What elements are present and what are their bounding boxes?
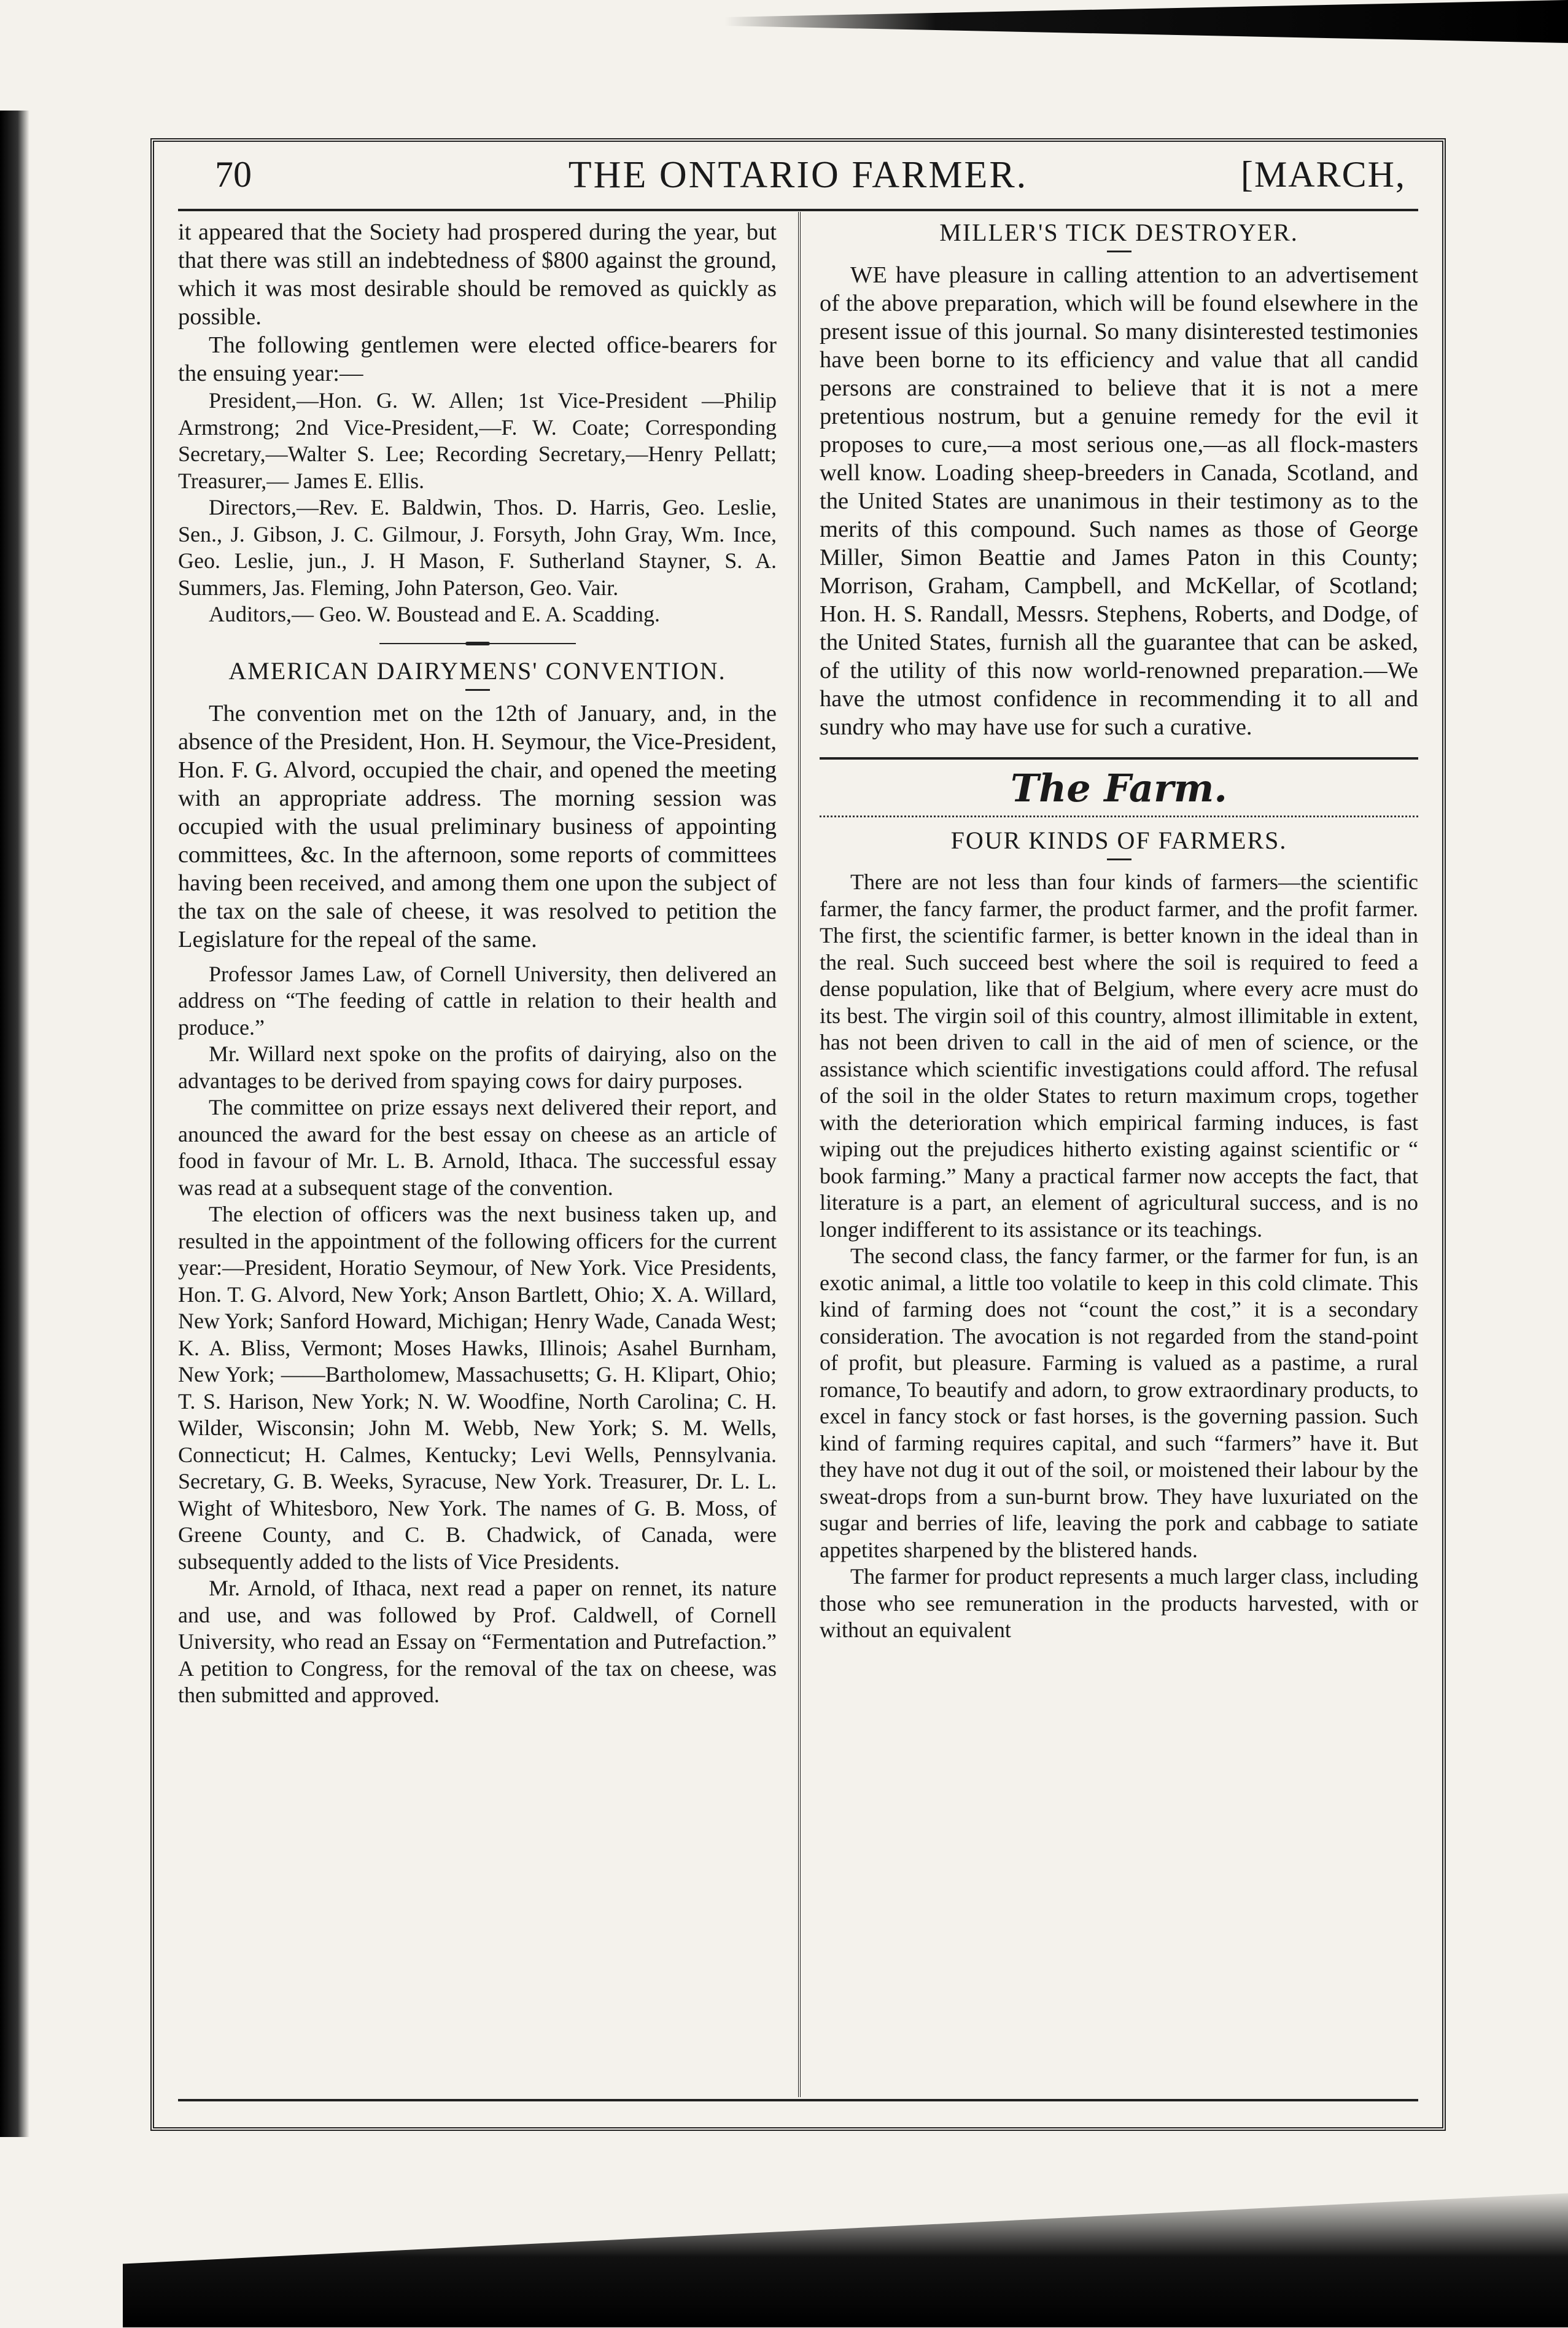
title-rule [465,689,490,691]
section-rule [820,757,1418,760]
society-paragraph: it appeared that the Society had prospered during the year, but that there was still an indebtedness of $800 against the ground, which it was most desirable should be removed as quickly as possible. [178,219,777,330]
four-kinds-title: FOUR KINDS OF FARMERS. [950,827,1287,854]
dairymen-title: AMERICAN DAIRYMENS' CONVENTION. [228,656,726,685]
page-header [178,154,1418,209]
journal-title: THE ONTARIO FARMER. [568,154,1028,196]
ornamental-rule [379,642,576,645]
issue-month: [MARCH, [1240,154,1406,195]
farmers-paragraph: The farmer for product represents a much larger class, including those who see remuneration in the products harvested, with or without an equivalent [820,1564,1418,1642]
dotted-rule [820,816,1418,817]
dairymen-paragraph: The election of officers was the next business taken up, and resulted in the appointment of the following officers for the current year:—President, Horatio Seymour, of New York. Vice Presidents, Hon. T. G. Alvord, New York; Anson Bartlett, Ohio; X. A. Willard, New York; Sanford Howard, Michigan; Henry Wade, Canada West; K. A. Bliss, Vermont; Moses Hawks, Illinois; Asahel Burnham, New York; ——Bartholomew, Massachusetts; G. H. Klipart, Ohio; T. S. Harison, New York; N. W. Woodfine, North Carolina; C. H. Wilder, Wisconsin; John M. Webb, New York; S. M. Wells, Connecticut; H. Calmes, Kentucky; Levi Wells, Pennsylvania. Secretary, G. B. Weeks, Syracuse, New York. Treasurer, Dr. L. L. Wight of Whitesboro, New York. The names of G. B. Moss, of Greene County, and C. B. Chadwick, of Canada, were subsequently added to the lists of Vice Presidents. [178,1202,777,1574]
directors-list: Directors,—Rev. E. Baldwin, Thos. D. Harris, Geo. Leslie, Sen., J. Gibson, J. C. Gilmour, J. Forsyth, John Gray, Wm. Ince, Geo. Leslie, jun., J. H Mason, F. Sutherland Stayner, S. A. Summers, Jas. Fleming, John Paterson, Geo. Vair. [178,495,777,600]
right-column [813,218,1418,2091]
section-heading-the-farm: The Farm. [1011,766,1227,811]
scan-edge-top [724,0,1568,43]
left-column [178,218,783,2091]
auditors-list: Auditors,— Geo. W. Boustead and E. A. Scadding. [209,602,660,626]
dairymen-paragraph: Mr. Willard next spoke on the profits of dairying, also on the advantages to be derived from spaying cows for dairy purposes. [178,1041,777,1093]
scan-edge-bottom [123,2186,1568,2327]
title-rule [1107,251,1131,252]
officers-list: President,—Hon. G. W. Allen; 1st Vice-President —Philip Armstrong; 2nd Vice-President,—F. W. Coate; Corresponding Secretary,—Walter S. Lee; Recording Secretary,—Henry Pellatt; Treasurer,— James E. Ellis. [178,388,777,493]
title-rule [1107,858,1131,860]
page-number: 70 [215,154,252,195]
column-divider [798,212,801,2097]
dairymen-paragraph: The convention met on the 12th of January, and, in the absence of the President, Hon. H. Seymour, the Vice-President, Hon. F. G. Alvord, occupied the chair, and opened the meeting with an appropriate address. The morning session was occupied with the usual preliminary business of appointing committees, &c. In the afternoon, some reports of committees having been received, and among them one upon the subject of the tax on the sale of cheese, it was resolved to petition the Legislature for the repeal of the same. [178,700,777,952]
farmers-paragraph: The second class, the fancy farmer, or the farmer for fun, is an exotic animal, a little too volatile to keep in this cold climate. This kind of farming does not “count the cost,” it is a secondary consideration. The avocation is not regarded from the stand-point of profit, but pleasure. Farming is valued as a pastime, a rural romance, To beautify and adorn, to grow extraordinary products, to excel in fancy stock or fast horses, is the governing passion. Such kind of farming requires capital, and such “farmers” have it. But they have not dug it out of the soil, or moistened their labour by the sweat-drops from a sun-burnt brow. They have luxuriated on the sugar and berries of life, leaving the pork and cabbage to satiate appetites sharpened by the blistered hands. [820,1244,1418,1562]
tick-destroyer-title: MILLER'S TICK DESTROYER. [939,219,1298,246]
dairymen-paragraph: Mr. Arnold, of Ithaca, next read a paper on rennet, its nature and use, and was followed by Prof. Caldwell, of Cornell University, who read an Essay on “Fermentation and Putrefaction.” A petition to Congress, for the removal of the tax on cheese, was then submitted and approved. [178,1576,777,1707]
tick-destroyer-paragraph: WE have pleasure in calling attention to an advertisement of the above preparation, which will be found elsewhere in the present issue of this journal. So many disinterested testimonies have been borne to its efficiency and value that all candid persons are constrained to believe that it is not a mere pretentious nostrum, but a genuine remedy for the evil it proposes to cure,—a most serious one,—as all flock-masters well know. Loading sheep-breeders in Canada, Scotland, and the United States are unanimous in their testimony as to the merits of this compound. Such names as those of George Miller, Simon Beattie and James Paton in this County; Morrison, Graham, Campbell, and McKellar, of Scotland; Hon. H. S. Randall, Messrs. Stephens, Roberts, and Dodge, of the United States, furnish all the guarantee that can be asked, of the utility of this now world-renowned preparation.—We have the utmost confidence in recommending it to all and sundry who may have use for such a curative. [820,262,1418,740]
header-rule [178,209,1418,211]
dairymen-paragraph: Professor James Law, of Cornell University, then delivered an address on “The feeding of cattle in relation to their health and produce.” [178,961,777,1040]
society-paragraph: The following gentlemen were elected office-bearers for the ensuing year:— [178,332,777,386]
farmers-paragraph: There are not less than four kinds of farmers—the scientific farmer, the fancy farmer, the product farmer, and the profit farmer. The first, the scientific farmer, is better known in the ideal than in the real. Such succeed best where the soil is required to feed a dense population, like that of Belgium, where every acre must do its best. The virgin soil of this country, almost illimitable in extent, has not been driven to call in the aid of men of science, or the assistance which scientific investigations could afford. The refusal of the soil in the older States to return maximum crops, together with the deterioration which empirical farming induces, is fast wiping out the prejudices hitherto existing against scientific or “ book farming.” Many a practical farmer now accepts the fact, that literature is a part, an element of agricultural success, and is no longer indifferent to its assistance or its teachings. [820,870,1418,1242]
scan-edge-left [0,111,29,2137]
dairymen-paragraph: The committee on prize essays next delivered their report, and anounced the award for the best essay on cheese as an article of food in favour of Mr. L. B. Arnold, Ithaca. The successful essay was read at a subsequent stage of the convention. [178,1095,777,1200]
footer-rule [178,2099,1418,2101]
